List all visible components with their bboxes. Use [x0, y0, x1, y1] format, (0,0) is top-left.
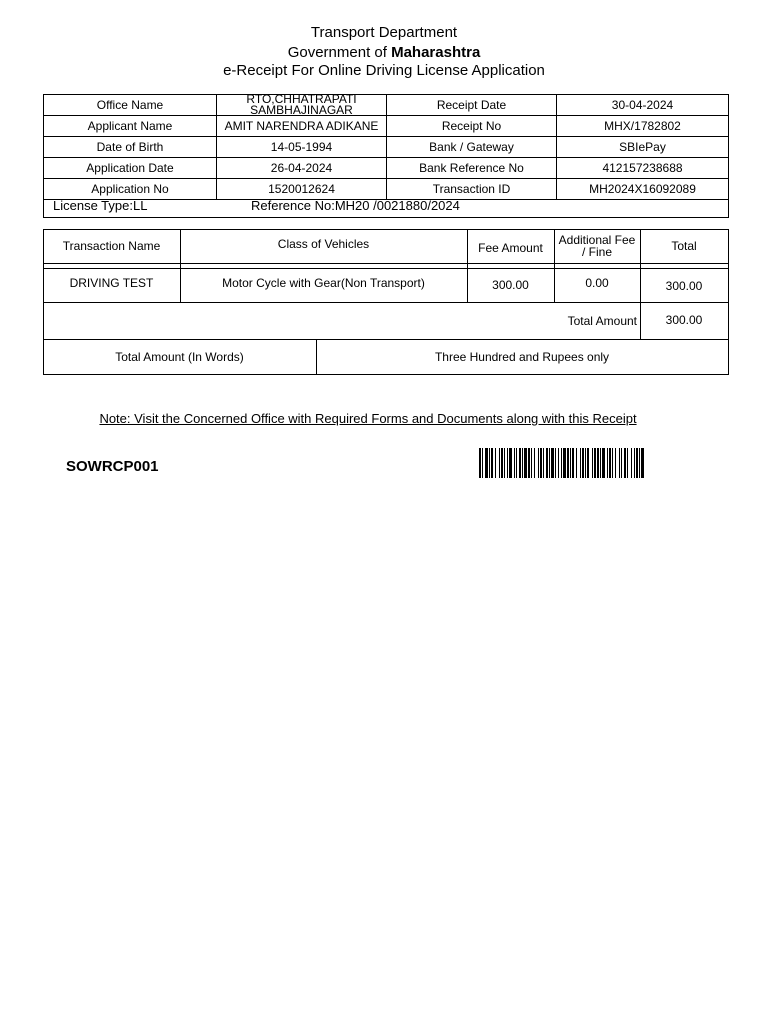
state-name: Maharashtra — [391, 44, 481, 61]
amount-in-words-value: Three Hundred and Rupees only — [434, 349, 610, 364]
info-label: Applicant Name — [44, 116, 217, 136]
fee-table-rule — [43, 374, 729, 375]
info-label: Application Date — [44, 158, 217, 178]
header-transaction-name: Transaction Name — [62, 239, 161, 253]
header-total: Total — [671, 239, 697, 253]
info-row — [44, 92, 728, 117]
info-row — [44, 179, 728, 200]
receipt-title: e-Receipt For Online Driving License Application — [223, 62, 545, 79]
info-label: Bank Reference No — [387, 158, 557, 178]
info-value: 1520012624 — [217, 179, 387, 199]
info-value: 412157238688 — [602, 160, 683, 175]
header-class-of-vehicles: Class of Vehicles — [277, 237, 370, 251]
info-value: AMIT NARENDRA ADIKANE — [217, 116, 387, 136]
info-value: MH2024X16092089 — [589, 181, 696, 196]
info-label: Office Name — [44, 95, 217, 115]
info-label: Receipt Date — [387, 95, 557, 115]
government-prefix: Government of — [287, 44, 387, 61]
fee-table — [43, 229, 729, 375]
form-code: SOWRCP001 — [66, 458, 159, 475]
info-value: 14-05-1994 — [217, 137, 387, 157]
applicant-info-table — [43, 94, 729, 218]
info-value: RTO,CHHATRAPATI SAMBHAJINAGAR — [217, 95, 387, 115]
fee-table-rule — [43, 263, 729, 264]
info-value: MHX/1782802 — [604, 118, 681, 133]
info-label: Transaction ID — [387, 179, 557, 199]
total-amount-value: 300.00 — [665, 313, 703, 327]
amount-in-words-label: Total Amount (In Words) — [115, 349, 244, 364]
info-row — [44, 116, 728, 137]
info-label: Date of Birth — [44, 137, 217, 157]
barcode-icon — [479, 448, 719, 478]
info-label: Application No — [44, 179, 217, 199]
row-fee-amount: 300.00 — [492, 278, 529, 292]
row-class-of-vehicles: Motor Cycle with Gear(Non Transport) — [222, 276, 425, 290]
total-amount-label: Total Amount — [567, 314, 637, 328]
info-row — [44, 137, 728, 158]
reference-number: Reference No:MH20 /0021880/2024 — [251, 198, 460, 213]
info-value: 30-04-2024 — [611, 97, 674, 112]
header-fee-amount: Fee Amount — [478, 241, 543, 255]
header-additional-fee: Additional Fee / Fine — [558, 233, 636, 259]
license-type: License Type:LL — [53, 198, 148, 213]
fee-table-border — [728, 229, 729, 375]
info-row — [44, 158, 728, 179]
row-transaction-name: DRIVING TEST — [69, 276, 154, 290]
receipt-note: Note: Visit the Concerned Office with Required Forms and Documents along with this Receipt — [99, 411, 637, 426]
row-total: 300.00 — [665, 279, 703, 293]
fee-table-rule — [43, 302, 729, 303]
info-value: SBIePay — [619, 139, 666, 154]
row-additional-fee: 0.00 — [585, 276, 609, 290]
info-label: Bank / Gateway — [387, 137, 557, 157]
info-value: 26-04-2024 — [217, 158, 387, 178]
department-title: Transport Department — [310, 24, 458, 41]
info-label: Receipt No — [387, 116, 557, 136]
government-title — [0, 44, 768, 61]
